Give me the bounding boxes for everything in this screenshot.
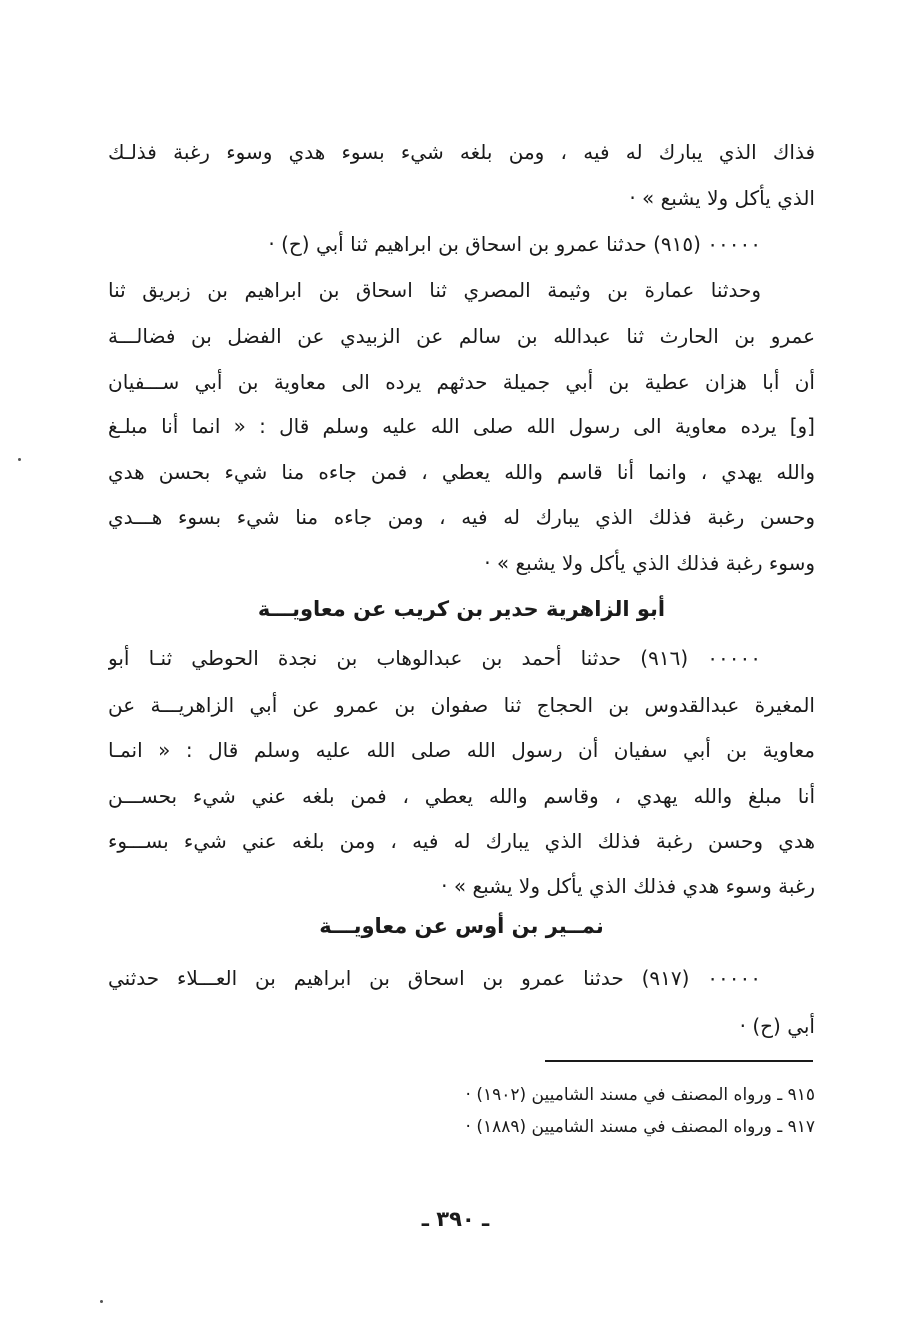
text-line-18: أبي (ح) · xyxy=(739,1014,815,1038)
text-line-15: هدي وحسن رغبة فذلك الذي يبارك له فيه ، ومن بلغه عني شيء بســـوء xyxy=(108,829,815,853)
text-line-7: [و] يرده معاوية الى رسول الله صلى الله عليه وسلم قال : « انما أنا مبلـغ xyxy=(108,414,815,438)
text-line-1: فذاك الذي يبارك له فيه ، ومن بلغه شيء بسوء هدي وسوء رغبة فذلـك xyxy=(108,140,815,164)
hadith-917-intro: ٠٠٠٠٠ (٩١٧) حدثنا عمرو بن اسحاق بن ابراهيم بن العـــلاء حدثني xyxy=(108,966,761,990)
hadith-916-intro: ٠٠٠٠٠ (٩١٦) حدثنا أحمد بن عبدالوهاب بن نجدة الحوطي ثنـا أبو xyxy=(108,646,761,670)
page-number: ـ ٣٩٠ ـ xyxy=(421,1207,490,1231)
text-line-12: المغيرة عبدالقدوس بن الحجاج ثنا صفوان بن عمرو عن أبي الزاهريـــة عن xyxy=(108,693,815,717)
scan-speck xyxy=(18,458,21,461)
section-heading-abu-al-zahiriya: أبو الزاهرية حدير بن كريب عن معاويـــة xyxy=(257,597,666,621)
text-line-13: معاوية بن أبي سفيان أن رسول الله صلى الله عليه وسلم قال : « انمـا xyxy=(108,738,815,762)
hadith-915-intro: ٠٠٠٠٠ (٩١٥) حدثنا عمرو بن اسحاق بن ابراهيم ثنا أبي (ح) · xyxy=(268,232,761,256)
text-line-16: رغبة وسوء هدي فذلك الذي يأكل ولا يشبع » · xyxy=(441,874,815,898)
text-line-8: والله يهدي ، وانما أنا قاسم والله يعطي ، فمن جاءه منا شيء بحسن هدي xyxy=(108,460,815,484)
footnote-917: ٩١٧ ـ ورواه المصنف في مسند الشاميين (١٨٨٩) · xyxy=(465,1117,815,1137)
text-line-4: وحدثنا عمارة بن وثيمة المصري ثنا اسحاق بن ابراهيم بن زبريق ثنا xyxy=(108,278,761,302)
footnote-915: ٩١٥ ـ ورواه المصنف في مسند الشاميين (١٩٠٢) · xyxy=(465,1085,815,1105)
text-line-2: الذي يأكل ولا يشبع » · xyxy=(629,186,815,210)
text-line-5: عمرو بن الحارث ثنا عبدالله بن سالم عن الزبيدي عن الفضل بن فضالـــة xyxy=(108,324,815,348)
scan-speck xyxy=(100,1300,103,1303)
footnote-divider xyxy=(545,1060,813,1062)
text-line-6: أن أبا هزان عطية بن أبي جميلة حدثهم يرده الى معاوية بن أبي ســـفيان xyxy=(108,370,815,394)
text-line-9: وحسن رغبة فذلك الذي يبارك له فيه ، ومن جاءه منا شيء بسوء هـــدي xyxy=(108,505,815,529)
section-heading-numayr: نمــير بن أوس عن معاويـــة xyxy=(319,914,604,938)
text-line-14: أنا مبلغ والله يهدي ، وقاسم والله يعطي ، فمن بلغه عني شيء بحســـن xyxy=(108,784,815,808)
text-line-10: وسوء رغبة فذلك الذي يأكل ولا يشبع » · xyxy=(484,551,815,575)
